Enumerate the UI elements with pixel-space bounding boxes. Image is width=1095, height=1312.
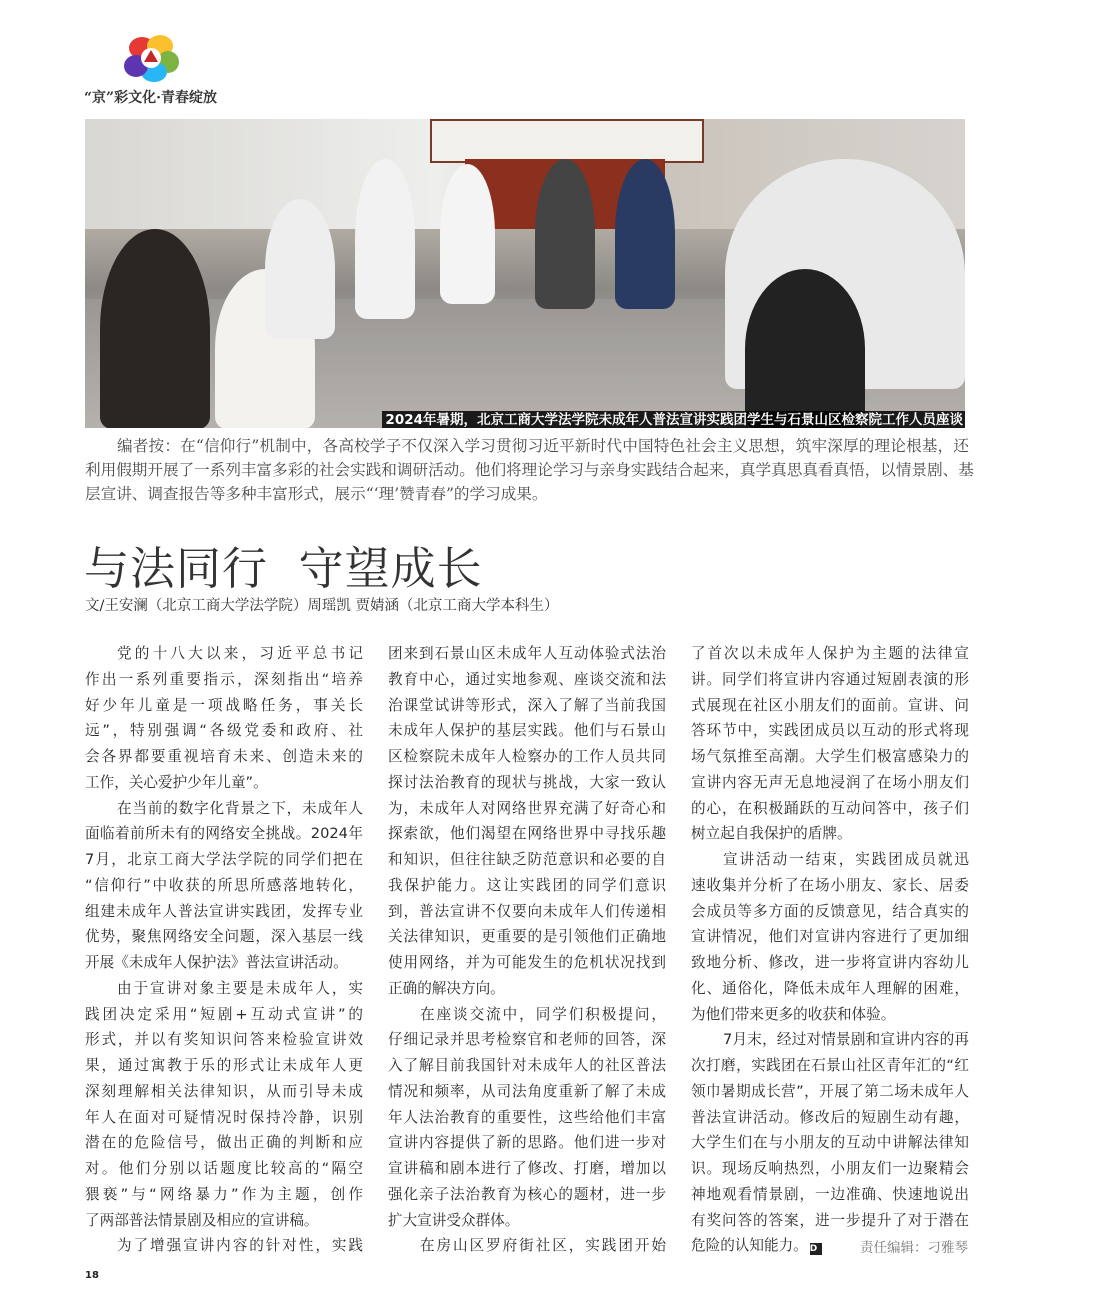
- paragraph-line-text: 深刻理解相关法律知识，从而引导未成: [85, 1082, 363, 1100]
- paragraph-line-text: 正确的解决方向。: [388, 979, 505, 997]
- editor-note-line: 利用假期开展了一系列丰富多彩的社会实践和调研活动。他们将理论学习与亲身实践结合起来，真学真思真看真悟，以情景剧、基: [85, 461, 974, 479]
- paragraph-line: [691, 1002, 969, 1028]
- paragraph-line-text: 宣讲活动一结束，实践团成员就迅: [723, 851, 969, 868]
- paragraph-line-text: 答环节中，实践团成员以互动的形式将现: [691, 722, 969, 740]
- paragraph-line: [691, 1079, 969, 1105]
- paragraph-line-text: 了两部普法情景剧及相应的宣讲稿。: [85, 1211, 319, 1229]
- paragraph-line: [85, 744, 363, 770]
- paragraph-line: [388, 1027, 666, 1053]
- paragraph-line-text: 年人法治教育的重要性，这些给他们丰富: [388, 1108, 666, 1126]
- paragraph-line-text: 远”，特别强调“各级党委和政府、社: [85, 722, 363, 740]
- paragraph-line: [388, 821, 666, 847]
- paragraph-line-text: 情况和频率，从司法角度重新了解了未成: [388, 1082, 666, 1100]
- paragraph-line: [85, 1002, 363, 1028]
- paragraph-line: [85, 950, 363, 976]
- paragraph-line-text: 的心，在积极踊跃的互动问答中，孩子们: [691, 799, 969, 817]
- paragraph-line: [85, 641, 363, 667]
- paragraph-line: [691, 718, 969, 744]
- paragraph-line: [85, 1182, 363, 1208]
- paragraph-line: [85, 1156, 363, 1182]
- paragraph-line-text: 为了增强宣讲内容的针对性，实践: [117, 1237, 363, 1255]
- paragraph-line: [691, 796, 969, 822]
- paragraph-line: [388, 847, 666, 873]
- paragraph-line-text: 宣讲稿和剧本进行了修改、打磨，增加以: [388, 1160, 666, 1177]
- paragraph-line-text: 仔细记录并思考检察官和老师的回答，深: [388, 1031, 666, 1049]
- paragraph-line: [691, 1027, 969, 1053]
- paragraph-line-text: 使用网络，并为可能发生的危机状况找到: [388, 954, 666, 971]
- paragraph-line-text: 团来到石景山区未成年人互动体验式法治: [388, 645, 666, 662]
- paragraph-line-text: 化、通俗化，降低未成年人理解的困难，: [691, 979, 969, 997]
- paragraph-line-text: 好少年儿童是一项战略任务，事关长: [85, 696, 363, 714]
- paragraph-line: [388, 1105, 666, 1131]
- article-byline: 文/王安澜（北京工商大学法学院）周瑶凯 贾婧涵（北京工商大学本科生）: [85, 598, 559, 614]
- paragraph-line: [388, 1002, 666, 1028]
- paragraph-line-text: 党的十八大以来，习近平总书记: [117, 645, 363, 662]
- paragraph-line: [85, 693, 363, 719]
- paragraph-line-text: 普法宣讲活动。修改后的短剧生动有趣，: [691, 1108, 969, 1126]
- paragraph-line-text: 会成员等多方面的反馈意见，结合真实的: [691, 902, 969, 920]
- paragraph-line: [691, 770, 969, 796]
- photo-person: [440, 164, 495, 304]
- paragraph-line: [85, 796, 363, 822]
- paragraph-line: [691, 1053, 969, 1079]
- paragraph-line-text: 危险的认知能力。: [691, 1237, 808, 1255]
- paragraph-line-text: 为，未成年人对网络世界充满了好奇心和: [388, 799, 666, 817]
- paragraph-line: [691, 873, 969, 899]
- paragraph-line: [388, 950, 666, 976]
- paragraph-line-text: 在当前的数字化背景之下，未成年人: [117, 799, 363, 817]
- paragraph-line-text: 形式，并以有奖知识问答来检验宣讲效: [85, 1031, 363, 1049]
- paragraph-line: [691, 1182, 969, 1208]
- paragraph-line-text: 在座谈交流中，同学们积极提问，: [420, 1005, 666, 1023]
- paragraph-line-text: 大学生们在与小朋友的互动中讲解法律知: [691, 1134, 969, 1152]
- paragraph-line: [388, 693, 666, 719]
- paragraph-line-text: 树立起自我保护的盾牌。: [691, 825, 852, 843]
- paragraph-line: [388, 1053, 666, 1079]
- paragraph-line: [691, 1156, 969, 1182]
- paragraph-line-text: 潜在的危险信号，做出正确的判断和应: [85, 1134, 363, 1152]
- paragraph-line-text: 治课堂试讲等形式，深入了解了当前我国: [388, 696, 666, 714]
- paragraph-line-text: 讲。同学们将宣讲内容通过短剧表演的形: [691, 670, 969, 688]
- paragraph-line: [388, 796, 666, 822]
- paragraph-line-text: 优势，聚焦网络安全问题，深入基层一线: [85, 928, 363, 946]
- photo-person: [535, 159, 595, 309]
- paragraph-line-text: 领巾暑期成长营”，开展了第二场未成年人: [691, 1082, 969, 1100]
- paragraph-line: [388, 667, 666, 693]
- paragraph-line-text: 会各界都要重视培育未来、创造未来的: [85, 748, 363, 765]
- article-column-1: [85, 641, 363, 1259]
- paragraph-line: [691, 821, 969, 847]
- editor-note-line: 层宣讲、调查报告等多种丰富形式，展示“‘理’赞青春”的学习成果。: [85, 485, 548, 503]
- paragraph-line-text: 关法律知识，更重要的是引领他们正确地: [388, 928, 666, 946]
- paragraph-line-text: 次打磨，实践团在石景山社区青年汇的“红: [691, 1057, 969, 1074]
- paragraph-line-text: 组建未成年人普法宣讲实践团，发挥专业: [85, 902, 363, 920]
- paragraph-line: [85, 1208, 363, 1234]
- paragraph-line: [691, 667, 969, 693]
- paragraph-line-text: 践团决定采用“短剧+互动式宣讲”的: [85, 1005, 363, 1023]
- paragraph-line: [388, 1233, 666, 1259]
- paragraph-line-text: 由于宣讲对象主要是未成年人，实: [117, 979, 363, 997]
- paragraph-line: [85, 899, 363, 925]
- paragraph-line-text: 场气氛推至高潮。大学生们极富感染力的: [691, 748, 969, 765]
- paragraph-line: [691, 1130, 969, 1156]
- photo-caption: 2024年暑期，北京工商大学法学院未成年人普法宣讲实践团学生与石景山区检察院工作人员座谈: [382, 411, 965, 428]
- paragraph-line: [388, 770, 666, 796]
- paragraph-line-text: 对。他们分别以话题度比较高的“隔空: [85, 1160, 363, 1177]
- paragraph-line: [691, 950, 969, 976]
- paragraph-line-text: 果，通过寓教于乐的形式让未成年人更: [85, 1057, 363, 1074]
- paragraph-line: [388, 924, 666, 950]
- paragraph-line: [85, 1233, 363, 1259]
- editor-credit: 责任编辑：刁雅琴: [860, 1240, 968, 1256]
- paragraph-line-text: 宣讲内容提供了新的思路。他们进一步对: [388, 1134, 666, 1152]
- article-column-2: [388, 641, 666, 1259]
- paragraph-line: [691, 899, 969, 925]
- paragraph-line-text: 工作，关心爱护少年儿童”。: [85, 773, 268, 791]
- paragraph-line: [85, 873, 363, 899]
- paragraph-line: [85, 770, 363, 796]
- paragraph-line: [388, 899, 666, 925]
- paragraph-line-text: 速收集并分析了在场小朋友、家长、居委: [691, 876, 969, 894]
- paragraph-line-text: 宣讲内容无声无息地浸润了在场小朋友们: [691, 773, 969, 791]
- paragraph-line-text: 面临着前所未有的网络安全挑战。2024年: [85, 825, 363, 843]
- paragraph-line: [388, 1182, 666, 1208]
- paragraph-line: [85, 924, 363, 950]
- paragraph-line: [85, 847, 363, 873]
- paragraph-line-text: 扩大宣讲受众群体。: [388, 1211, 520, 1229]
- paragraph-line-text: 开展《未成年人保护法》普法宣讲活动。: [85, 954, 348, 971]
- paragraph-line-text: 区检察院未成年人检察办的工作人员共同: [388, 748, 666, 765]
- paragraph-line-text: “信仰行”中收获的所思所感落地转化，: [85, 876, 363, 894]
- article-column-3: [691, 641, 969, 1259]
- paragraph-line-text: 为他们带来更多的收获和体验。: [691, 1005, 896, 1023]
- paragraph-line-text: 入了解目前我国针对未成年人的社区普法: [388, 1057, 666, 1074]
- paragraph-line-text: 式展现在社区小朋友们的面前。宣讲、问: [691, 696, 969, 714]
- photo-person: [100, 229, 210, 428]
- paragraph-line-text: 年人在面对可疑情况时保持冷静，识别: [85, 1108, 363, 1126]
- paragraph-line-text: 强化亲子法治教育为核心的题材，进一步: [388, 1185, 666, 1203]
- paragraph-line: [85, 1079, 363, 1105]
- article-title: 与法同行 守望成长: [84, 542, 483, 595]
- section-logo-text: “京”彩文化·青春绽放: [84, 90, 217, 106]
- paragraph-line: [388, 744, 666, 770]
- paragraph-line: [691, 1208, 969, 1234]
- paragraph-line: [691, 976, 969, 1002]
- paragraph-line: [85, 821, 363, 847]
- paragraph-line: [85, 1105, 363, 1131]
- paragraph-line-text: 未成年人保护的基层实践。他们与石景山: [388, 722, 666, 740]
- paragraph-line: [85, 1130, 363, 1156]
- page-number: 18: [85, 1270, 99, 1281]
- photo-person: [265, 199, 335, 339]
- photo-person: [355, 159, 415, 319]
- article-end-mark-icon: D: [810, 1243, 822, 1255]
- magazine-section-logo: [122, 30, 180, 84]
- paragraph-line-text: 探讨法治教育的现状与挑战，大家一致认: [388, 773, 666, 791]
- photo-person: [745, 269, 865, 428]
- paragraph-line: [691, 693, 969, 719]
- paragraph-line: [691, 924, 969, 950]
- paragraph-line-text: 宣讲情况，他们对宣讲内容进行了更加细: [691, 928, 969, 946]
- paragraph-line-text: 探索欲，他们渴望在网络世界中寻找乐趣: [388, 825, 666, 843]
- paragraph-line-text: 猥亵”与“网络暴力”作为主题，创作: [85, 1185, 363, 1203]
- paragraph-line: [388, 1130, 666, 1156]
- article-photo: [85, 119, 965, 428]
- paragraph-line-text: 在房山区罗府街社区，实践团开始: [420, 1237, 666, 1255]
- paragraph-line: [388, 1156, 666, 1182]
- editor-note-line: 编者按：在“信仰行”机制中，各高校学子不仅深入学习贯彻习近平新时代中国特色社会主义思想，筑牢深厚的理论根基，还: [117, 437, 969, 455]
- paragraph-line: [85, 667, 363, 693]
- paragraph-line-text: 7月末，经过对情景剧和宣讲内容的再: [723, 1031, 969, 1049]
- photo-background-board: [430, 119, 704, 163]
- paragraph-line: [388, 1208, 666, 1234]
- paragraph-line: [388, 1079, 666, 1105]
- paragraph-line-text: 7月，北京工商大学法学院的同学们把在: [85, 851, 363, 868]
- editor-note: [85, 434, 974, 506]
- paragraph-line: [85, 718, 363, 744]
- paragraph-line-text: 我保护能力。这让实践团的同学们意识: [388, 876, 666, 894]
- paragraph-line-text: 到，普法宣讲不仅要向未成年人们传递相: [388, 902, 666, 920]
- paragraph-line-text: 了首次以未成年人保护为主题的法律宣: [691, 645, 969, 662]
- paragraph-line-text: 致地分析、修改，进一步将宣讲内容幼儿: [691, 954, 969, 971]
- paragraph-line-text: 和知识，但往往缺乏防范意识和必要的自: [388, 851, 666, 868]
- paragraph-line: [691, 1105, 969, 1131]
- photo-person: [615, 159, 675, 309]
- paragraph-line: [85, 1027, 363, 1053]
- paragraph-line-text: 识。现场反响热烈，小朋友们一边聚精会: [691, 1160, 969, 1177]
- paragraph-line-text: 作出一系列重要指示，深刻指出“培养: [85, 670, 363, 688]
- paragraph-line-text: 有奖问答的答案，进一步提升了对于潜在: [691, 1211, 969, 1229]
- paragraph-line: [85, 1053, 363, 1079]
- paragraph-line: [388, 718, 666, 744]
- paragraph-line-text: 教育中心，通过实地参观、座谈交流和法: [388, 670, 666, 688]
- paragraph-line: [691, 744, 969, 770]
- paragraph-line: [388, 873, 666, 899]
- paragraph-line: [691, 847, 969, 873]
- paragraph-line: [85, 976, 363, 1002]
- paragraph-line: [691, 641, 969, 667]
- paragraph-line: [388, 976, 666, 1002]
- paragraph-line: [388, 641, 666, 667]
- paragraph-line-text: 神地观看情景剧，一边准确、快速地说出: [691, 1185, 969, 1203]
